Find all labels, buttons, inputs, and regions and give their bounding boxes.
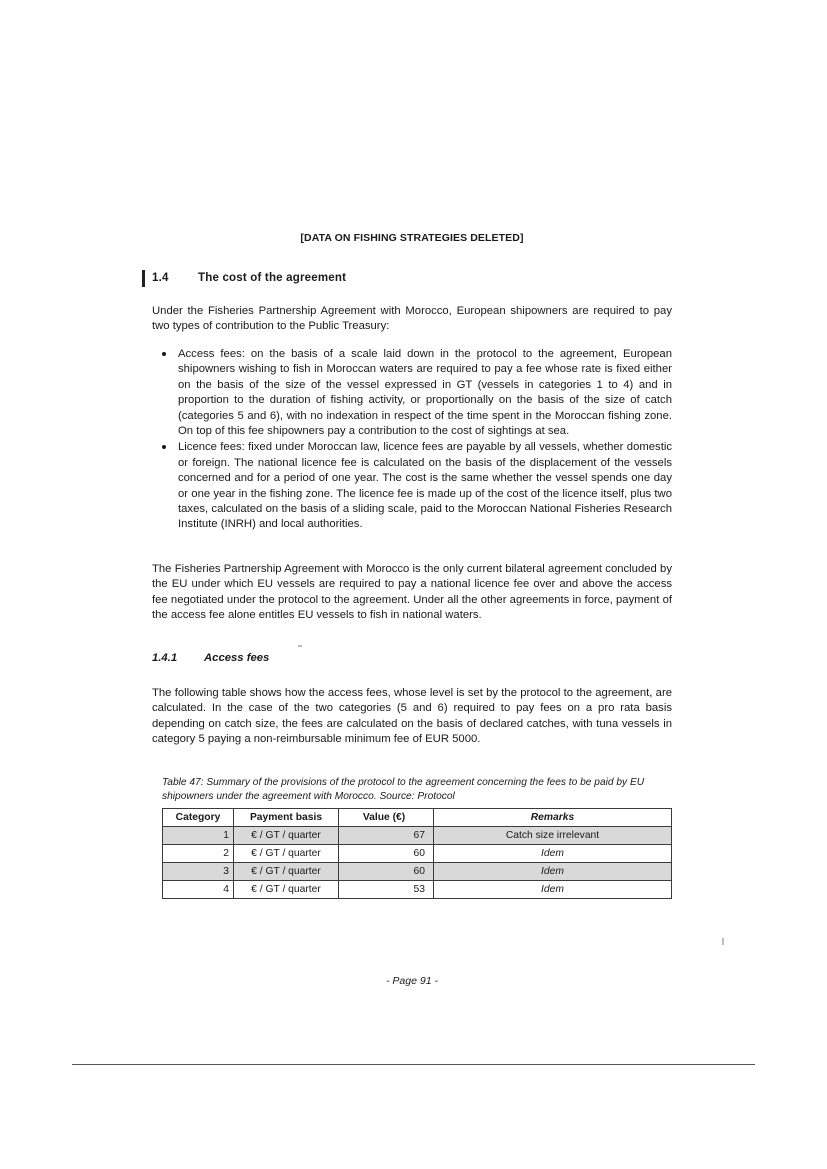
access-fees-paragraph: The following table shows how the access fees, whose level is set by the protocol to the agreement, are calculated. In the case of the two categories (5 and 6) required to pay fees on a pro rata basis depending on catch size, the fees are calculated on the basis of declared catches, with tuna vessels in category 5 paying a non-reimbursable minimum fee of EUR 5000. [152, 687, 672, 746]
bullet-dot-icon [162, 445, 166, 449]
column-header-value: Value (€) [339, 809, 434, 827]
access-fees-table [162, 808, 672, 899]
cell-remarks: Idem [434, 845, 672, 863]
list-item [152, 440, 672, 532]
column-header-payment-basis: Payment basis [234, 809, 339, 827]
section-title: The cost of the agreement [198, 272, 347, 284]
section-number: 1.4 [152, 272, 169, 284]
change-bar-marker [142, 270, 145, 287]
cell-value: 67 [339, 827, 434, 845]
footer-divider [72, 1064, 755, 1065]
subsection-title: Access fees [204, 652, 270, 664]
cell-payment-basis: € / GT / quarter [234, 845, 339, 863]
cell-payment-basis: € / GT / quarter [234, 827, 339, 845]
cell-category: 3 [163, 863, 234, 881]
list-item [152, 347, 672, 439]
cell-payment-basis: € / GT / quarter [234, 881, 339, 899]
table-row [163, 881, 672, 899]
deleted-data-note: [DATA ON FISHING STRATEGIES DELETED] [300, 232, 524, 244]
column-header-category: Category [163, 809, 234, 827]
cell-remarks: Idem [434, 881, 672, 899]
contribution-bullet-list [152, 347, 672, 534]
cell-value: 53 [339, 881, 434, 899]
table-row [163, 863, 672, 881]
intro-paragraph: Under the Fisheries Partnership Agreement with Morocco, European shipowners are required to pay two types of contribution to the Public Treasury: [152, 305, 672, 333]
table-header-row [163, 809, 672, 827]
scan-artifact [722, 938, 724, 945]
cell-remarks: Idem [434, 863, 672, 881]
table-row [163, 845, 672, 863]
section-heading-block [152, 272, 672, 284]
list-item-text: Access fees: on the basis of a scale laid down in the protocol to the agreement, European shipowners wishing to fish in Moroccan waters are required to pay a fee whose rate is fixed either on the basis of the size of the vessel expressed in GT (vessels in categories 1 to 4) and in proportion to the duration of fishing activity, or proportionally on the basis of the size of catch (categories 5 and 6), with no indexation in respect of the time spent in the Moroccan fishing zone. On top of this fee shipowners pay a contribution to the cost of sightings at sea. [178, 348, 672, 438]
table-caption: Table 47: Summary of the provisions of the protocol to the agreement concerning the fees to be paid by EU shipowners under the agreement with Morocco. Source: Protocol [162, 777, 645, 802]
cell-category: 4 [163, 881, 234, 899]
subsection-number: 1.4.1 [152, 652, 178, 664]
column-header-remarks: Remarks [434, 809, 672, 827]
subsection-heading [152, 652, 269, 664]
scan-artifact [298, 645, 302, 647]
cell-category: 1 [163, 827, 234, 845]
cell-remarks: Catch size irrelevant [434, 827, 672, 845]
cell-value: 60 [339, 863, 434, 881]
cell-category: 2 [163, 845, 234, 863]
page-footer: - Page 91 - [386, 975, 438, 987]
fpa-paragraph: The Fisheries Partnership Agreement with Morocco is the only current bilateral agreement concluded by the EU under which EU vessels are required to pay a national licence fee over and above the access fee negotiated under the protocol to the agreement. Under all the other agreements in force, payment of the access fee alone entitles EU vessels to fish in national waters. [152, 563, 672, 622]
table-row [163, 827, 672, 845]
bullet-dot-icon [162, 352, 166, 356]
list-item-text: Licence fees: fixed under Moroccan law, licence fees are payable by all vessels, whether domestic or foreign. The national licence fee is calculated on the basis of the displacement of the vessels concerned and for a period of one year. The cost is the same whether the vessel spends one day or one year in the fishing zone. The licence fee is made up of the cost of the licence itself, plus two taxes, calculated on the basis of a sliding scale, paid to the Moroccan National Fisheries Research Institute (INRH) and local authorities. [178, 441, 672, 531]
cell-value: 60 [339, 845, 434, 863]
cell-payment-basis: € / GT / quarter [234, 863, 339, 881]
section-heading [152, 272, 672, 284]
